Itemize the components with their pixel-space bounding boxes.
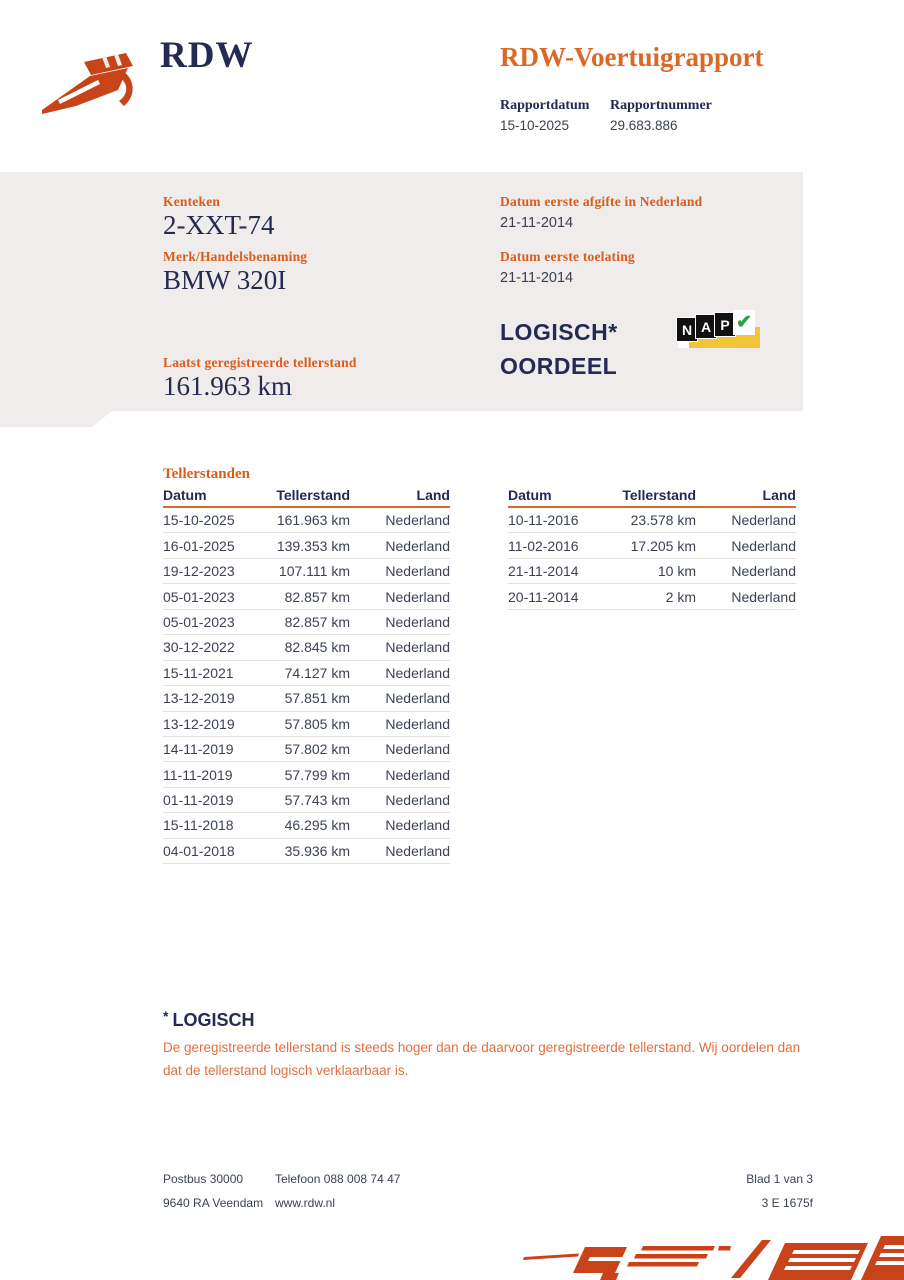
table-cell-tellerstand: 57.851 km: [284, 690, 350, 707]
table-cell-datum: 21-11-2014: [508, 563, 579, 580]
table-cell-tellerstand: 107.111 km: [278, 563, 350, 580]
table-cell-land: Nederland: [385, 842, 450, 859]
table-cell-land: Nederland: [385, 766, 450, 783]
table-cell-tellerstand: 82.845 km: [284, 639, 350, 656]
table-cell-datum: 10-11-2016: [508, 512, 579, 529]
table-row: [508, 559, 796, 584]
table-row: [163, 584, 450, 609]
table-cell-land: Nederland: [385, 690, 450, 707]
kenteken-value: 2-XXT-74: [163, 210, 275, 240]
table-row: [163, 712, 450, 737]
table-cell-land: Nederland: [385, 639, 450, 656]
table-row: [508, 508, 796, 533]
logisch-note-paragraph: [163, 1036, 800, 1082]
table-cell-tellerstand: 82.857 km: [284, 588, 350, 605]
table-cell-land: Nederland: [385, 613, 450, 630]
report-date-label: Rapportdatum: [500, 98, 590, 113]
column-header-tellerstand: Tellerstand: [622, 487, 696, 503]
table-cell-datum: 20-11-2014: [508, 588, 579, 605]
table-cell-land: Nederland: [385, 664, 450, 681]
tellerstand-label: Laatst geregistreerde tellerstand: [163, 355, 357, 370]
table-cell-land: Nederland: [385, 792, 450, 809]
asterisk-mark: *: [163, 1008, 169, 1024]
table-cell-datum: 15-10-2025: [163, 512, 235, 529]
table-cell-land: Nederland: [385, 741, 450, 758]
panel-slanted-foot: [0, 411, 112, 427]
table-cell-datum: 30-12-2022: [163, 639, 235, 656]
table-row: [163, 508, 450, 533]
table-row: [163, 813, 450, 838]
column-header-datum: Datum: [163, 487, 207, 503]
table-cell-datum: 05-01-2023: [163, 613, 235, 630]
table-cell-land: Nederland: [385, 537, 450, 554]
merk-label: Merk/Handelsbenaming: [163, 249, 308, 264]
table-row: [163, 686, 450, 711]
table-cell-datum: 01-11-2019: [163, 792, 234, 809]
table-cell-datum: 13-12-2019: [163, 715, 235, 732]
afgifte-value: 21-11-2014: [500, 215, 574, 231]
footer-city: 9640 RA Veendam: [163, 1196, 264, 1210]
table-row: [163, 737, 450, 762]
toelating-label: Datum eerste toelating: [500, 249, 635, 264]
rdw-flag-logo: [40, 52, 144, 114]
rdw-stripes-graphic: [515, 1233, 904, 1280]
nap-letter-n: N: [676, 317, 698, 342]
table-cell-datum: 16-01-2025: [163, 537, 235, 554]
table-row: [163, 635, 450, 660]
table-cell-tellerstand: 10 km: [657, 563, 696, 580]
table-cell-tellerstand: 74.127 km: [284, 664, 350, 681]
table-cell-land: Nederland: [385, 715, 450, 732]
table-cell-tellerstand: 57.802 km: [284, 741, 350, 758]
table-cell-land: Nederland: [731, 588, 796, 605]
table-cell-datum: 04-01-2018: [163, 842, 235, 859]
table-cell-tellerstand: 57.743 km: [284, 792, 350, 809]
table-cell-tellerstand: 23.578 km: [630, 512, 696, 529]
footer-doc-code: 3 E 1675f: [761, 1196, 813, 1210]
table-row: [163, 661, 450, 686]
table-cell-datum: 15-11-2018: [163, 817, 234, 834]
table-body: [508, 508, 796, 610]
table-cell-tellerstand: 2 km: [665, 588, 696, 605]
oordeel-line2: OORDEEL: [500, 353, 618, 379]
table-row: [163, 610, 450, 635]
table-cell-tellerstand: 35.936 km: [284, 842, 350, 859]
nap-logo: [676, 310, 764, 351]
column-header-tellerstand: Tellerstand: [276, 487, 350, 503]
column-header-land: Land: [416, 487, 450, 503]
table-row: [163, 533, 450, 558]
table-cell-datum: 15-11-2021: [163, 664, 234, 681]
table-header-row: [508, 487, 796, 508]
table-cell-land: Nederland: [731, 563, 796, 580]
column-header-land: Land: [762, 487, 796, 503]
odometer-table-right: [508, 487, 796, 610]
report-number-label: Rapportnummer: [610, 98, 712, 113]
table-cell-land: Nederland: [385, 563, 450, 580]
merk-value: BMW 320I: [163, 265, 287, 295]
column-header-datum: Datum: [508, 487, 552, 503]
page-title: RDW-Voertuigrapport: [500, 42, 764, 72]
logisch-note-title: LOGISCH: [172, 1010, 255, 1030]
table-cell-land: Nederland: [385, 512, 450, 529]
note-line-2: dat de tellerstand logisch verklaarbaar is.: [163, 1063, 409, 1078]
kenteken-label: Kenteken: [163, 194, 221, 209]
table-cell-tellerstand: 161.963 km: [276, 512, 350, 529]
table-cell-tellerstand: 139.353 km: [276, 537, 350, 554]
oordeel-text: [500, 315, 618, 383]
footer-page-number: Blad 1 van 3: [746, 1172, 813, 1186]
tellerstanden-section-title: Tellerstanden: [163, 466, 250, 482]
nap-letter-p: P: [714, 312, 736, 337]
table-cell-land: Nederland: [385, 588, 450, 605]
tellerstand-value: 161.963 km: [163, 371, 293, 401]
footer-phone: Telefoon 088 008 74 47: [275, 1172, 401, 1186]
table-row: [508, 584, 796, 609]
table-cell-tellerstand: 57.799 km: [284, 766, 350, 783]
report-number-value: 29.683.886: [610, 118, 678, 133]
odometer-table-left: [163, 487, 450, 864]
table-cell-land: Nederland: [731, 537, 796, 554]
table-cell-datum: 11-11-2019: [163, 766, 233, 783]
table-cell-tellerstand: 57.805 km: [284, 715, 350, 732]
table-cell-datum: 13-12-2019: [163, 690, 235, 707]
table-row: [163, 559, 450, 584]
table-row: [508, 533, 796, 558]
logisch-note-heading: [163, 1008, 254, 1031]
table-row: [163, 788, 450, 813]
table-row: [163, 762, 450, 787]
oordeel-line1: LOGISCH*: [500, 319, 618, 345]
table-cell-datum: 11-02-2016: [508, 537, 579, 554]
table-cell-datum: 19-12-2023: [163, 563, 235, 580]
table-cell-land: Nederland: [385, 817, 450, 834]
afgifte-label: Datum eerste afgifte in Nederland: [500, 194, 703, 209]
table-cell-datum: 14-11-2019: [163, 741, 234, 758]
rdw-wordmark: RDW: [160, 35, 254, 76]
table-cell-tellerstand: 17.205 km: [630, 537, 696, 554]
nap-checkmark-icon: ✔: [733, 310, 755, 335]
table-cell-land: Nederland: [731, 512, 796, 529]
table-header-row: [163, 487, 450, 508]
nap-letter-a: A: [695, 314, 717, 339]
table-cell-tellerstand: 46.295 km: [284, 817, 350, 834]
table-body: [163, 508, 450, 864]
note-line-1: De geregistreerde tellerstand is steeds hoger dan de daarvoor geregistreerde tellerstand. Wij oordelen dan: [163, 1040, 801, 1055]
footer-website: www.rdw.nl: [275, 1196, 336, 1210]
footer-postbus: Postbus 30000: [163, 1172, 244, 1186]
table-cell-tellerstand: 82.857 km: [284, 613, 350, 630]
table-cell-datum: 05-01-2023: [163, 588, 235, 605]
table-row: [163, 839, 450, 864]
report-date-value: 15-10-2025: [500, 118, 570, 133]
toelating-value: 21-11-2014: [500, 270, 574, 286]
